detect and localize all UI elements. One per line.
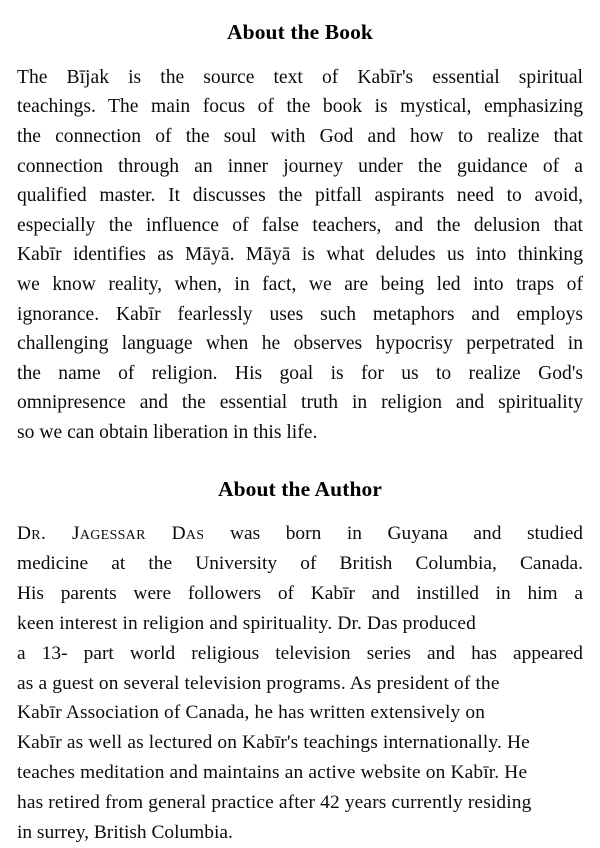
text-line: omnipresence and the essential truth in religion and spirituality: [17, 392, 583, 414]
text-line: in surrey, British Columbia.: [17, 822, 233, 844]
text-line: medicine at the University of British Columbia, Canada.: [17, 553, 583, 574]
author-name: Dr. Jagessar Das: [17, 523, 205, 545]
text-line: His parents were followers of Kabīr and instilled in him a: [17, 582, 583, 604]
about-the-book-heading: About the Book: [227, 20, 373, 45]
text-line: Kabīr Association of Canada, he has written extensively on: [17, 702, 486, 724]
about-the-book-paragraph: [17, 63, 583, 448]
text-line: connection through an inner journey under the guidance of a: [17, 155, 583, 177]
text-line: has retired from general practice after 42 years currently residing: [17, 792, 532, 814]
book-back-cover-page: [0, 14, 600, 844]
text-line: the name of religion. His goal is for us to realize God's: [17, 362, 583, 384]
text-line: challenging language when he observes hypocrisy perpetrated in: [17, 333, 583, 355]
text-line: especially the influence of false teachers, and the delusion that: [17, 214, 583, 236]
text-line: Kabīr identifies as Māyā. Māyā is what deludes us into thinking: [17, 244, 583, 266]
text-line: teachings. The main focus of the book is mystical, emphasizing: [17, 96, 583, 118]
about-the-author-paragraph: [17, 519, 583, 848]
text-line: we know reality, when, in fact, we are being led into traps of: [17, 274, 583, 296]
text-line: Kabīr as well as lectured on Kabīr's teachings internationally. He: [17, 732, 530, 754]
about-the-author-heading: About the Author: [217, 476, 383, 501]
text-line: keen interest in religion and spirituality. Dr. Das produced: [17, 612, 476, 634]
text-line: The Bījak is the source text of Kabīr's essential spiritual: [17, 66, 583, 88]
text-line: as a guest on several television programs. As president of the: [17, 672, 500, 694]
text-line: so we can obtain liberation in this life.: [17, 422, 318, 444]
text-line: the connection of the soul with God and how to realize that: [17, 126, 583, 148]
text-line-with-author-name: [17, 519, 583, 549]
text-line-remainder: was born in Guyana and studied: [204, 523, 583, 545]
text-line: qualified master. It discusses the pitfall aspirants need to avoid,: [17, 185, 583, 207]
text-line: ignorance. Kabīr fearlessly uses such metaphors and employs: [17, 303, 583, 325]
text-line: teaches meditation and maintains an active website on Kabīr. He: [17, 762, 528, 784]
text-line: a 13- part world religious television series and has appeared: [17, 642, 583, 664]
